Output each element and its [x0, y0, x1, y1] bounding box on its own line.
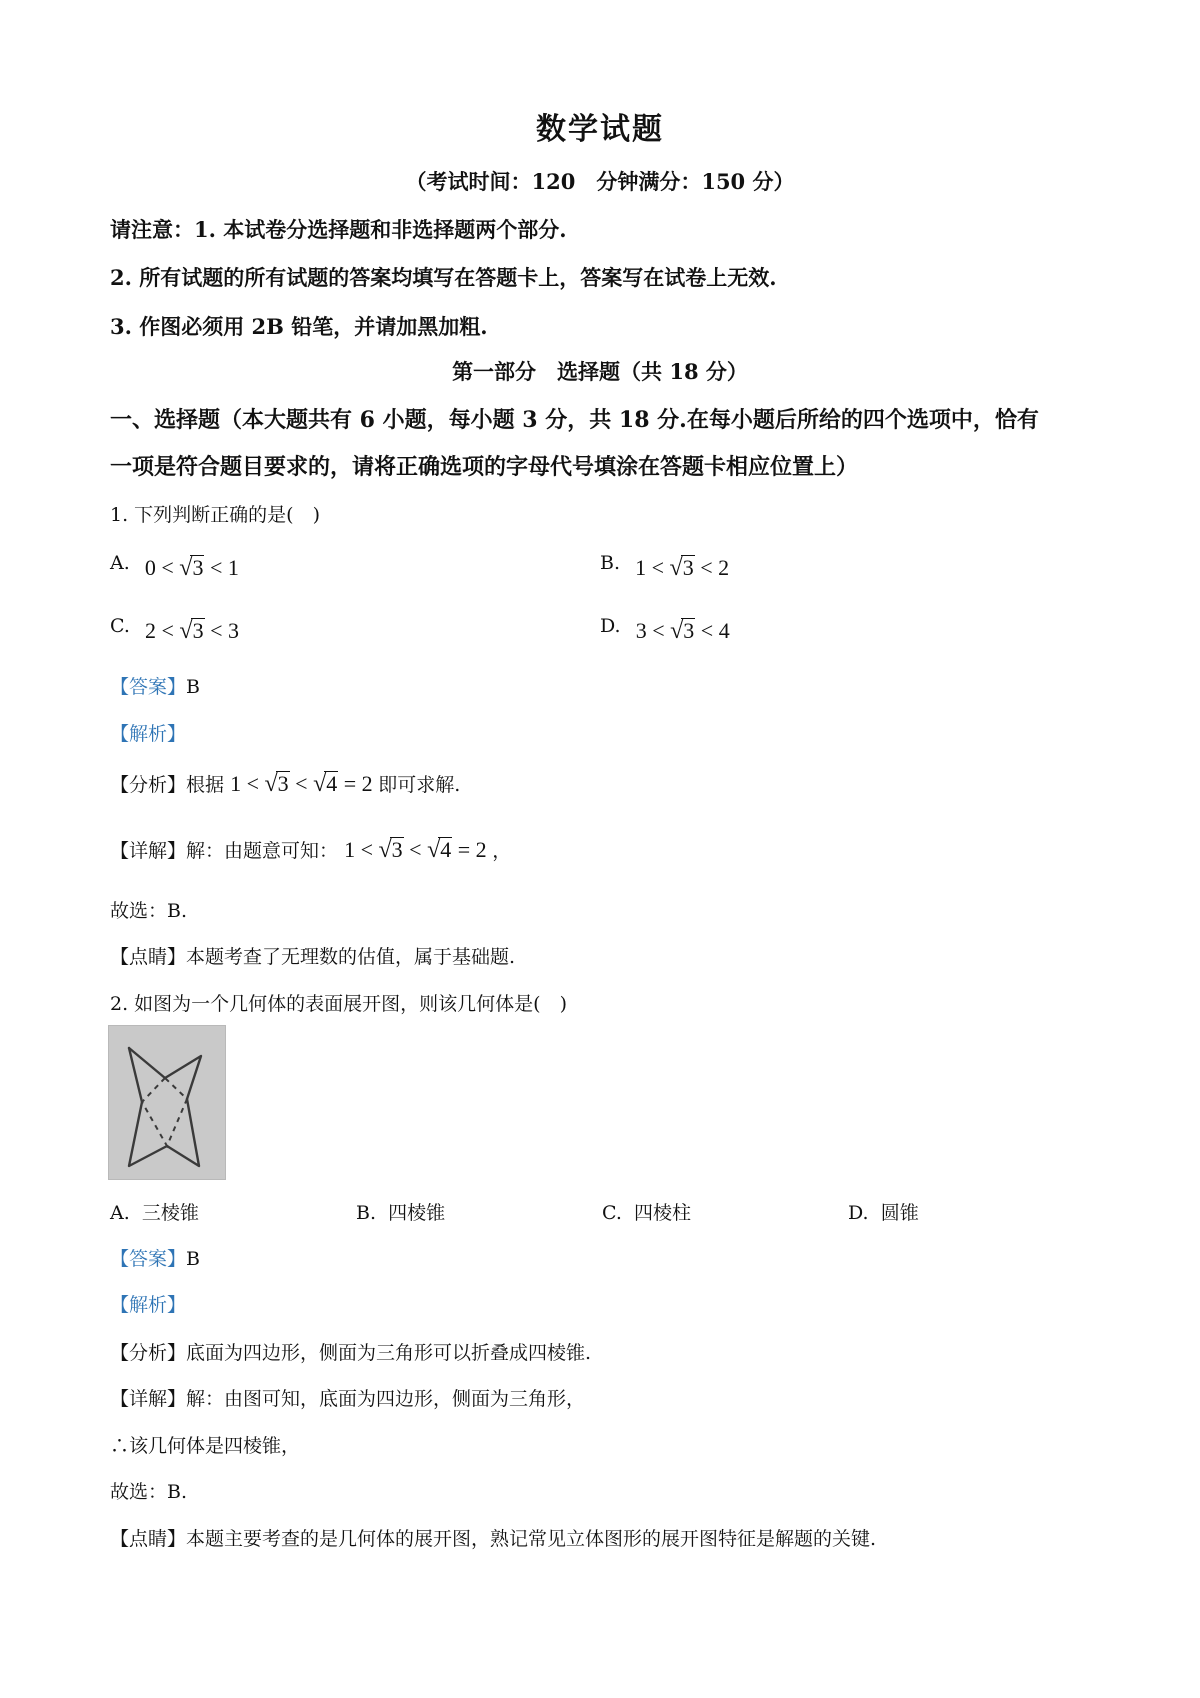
math-left: 1 <: [635, 555, 665, 580]
q2-answer: [110, 1244, 200, 1271]
dianjing-text: 本题考查了无理数的估值，属于基础题.: [186, 946, 516, 968]
q1-option-c: [110, 615, 239, 645]
radicand: 3: [192, 618, 204, 643]
q2-stem: 2. 如图为一个几何体的表面展开图，则该几何体是( ): [110, 993, 567, 1015]
math-right: < 2: [700, 555, 730, 580]
option-letter: C.: [602, 1202, 622, 1224]
radicand: 4: [326, 771, 338, 796]
dianjing-tag: 【点睛】: [110, 946, 187, 968]
pyramid-net-figure: [108, 1025, 226, 1180]
q2-choose: 故选：B.: [110, 1481, 188, 1503]
q1-fenxi: [110, 770, 460, 798]
math-left: 2 <: [145, 618, 174, 643]
math-left: 0 <: [144, 555, 174, 580]
math-expression: [636, 618, 730, 643]
option-letter: D.: [848, 1202, 869, 1224]
math-right: < 3: [210, 618, 240, 643]
q1-stem: 1. 下列判断正确的是( ): [110, 504, 320, 526]
fenxi-text: 底面为四边形，侧面为三角形可以折叠成四棱锥.: [186, 1342, 592, 1364]
answer-tag: 【答案】: [110, 1248, 187, 1270]
pyramid-net-diagram: [109, 1026, 225, 1179]
q2-option-a: [110, 1198, 199, 1225]
q2-option-b: [356, 1198, 445, 1225]
math-right: < 1: [209, 555, 239, 580]
radicand: 3: [683, 618, 695, 643]
option-text: 圆锥: [880, 1202, 919, 1224]
q2-xiangjie: [110, 1384, 585, 1411]
xiangjie-pre: 解：由题意可知：: [186, 840, 339, 862]
math-part: <: [409, 837, 422, 862]
option-letter: D.: [600, 615, 621, 637]
exam-info: （考试时间：120 分钟满分：150 分）: [405, 169, 795, 194]
fenxi-math: [230, 771, 378, 796]
q1-analysis-tag: 【解析】: [110, 723, 187, 745]
answer-value: B: [186, 1248, 200, 1270]
option-text: 四棱柱: [634, 1202, 692, 1224]
sqrt-icon: √: [427, 837, 441, 863]
answer-tag: 【答案】: [110, 676, 187, 698]
q1-dianjing: [110, 942, 515, 969]
radicand: 4: [440, 837, 452, 862]
sqrt-icon: √: [313, 771, 327, 797]
option-letter: B.: [600, 552, 621, 574]
math-left: 3 <: [635, 618, 665, 643]
q1-answer: [110, 672, 200, 699]
math-expression: [145, 618, 239, 643]
math-expression: [145, 555, 239, 580]
note-2: 2. 所有试题的所有试题的答案均填写在答题卡上，答案写在试卷上无效.: [110, 265, 777, 290]
q2-therefore: ∴该几何体是四棱锥，: [110, 1435, 301, 1457]
section-instruction-1: 一、选择题（本大题共有 6 小题，每小题 3 分，共 18 分.在每小题后所给的四个选项中，恰有: [110, 407, 1039, 433]
math-part: = 2: [457, 837, 487, 862]
option-letter: A.: [110, 552, 130, 574]
q2-option-d: [848, 1198, 919, 1225]
fenxi-pre: 根据: [186, 774, 225, 796]
sqrt-icon: √: [378, 837, 392, 863]
radicand: 3: [277, 771, 289, 796]
dianjing-tag: 【点睛】: [110, 1528, 187, 1550]
q2-dianjing: [110, 1524, 876, 1551]
xiangjie-math: [344, 837, 492, 862]
q1-xiangjie: [110, 836, 511, 864]
option-letter: C.: [110, 615, 130, 637]
q1-option-d: [600, 615, 730, 645]
fenxi-post: 即可求解.: [378, 774, 461, 796]
xiangjie-post: ，: [492, 840, 512, 862]
section-instruction-2: 一项是符合题目要求的，请将正确选项的字母代号填涂在答题卡相应位置上）: [110, 454, 859, 480]
sqrt-icon: √: [264, 771, 278, 797]
option-text: 四棱锥: [388, 1202, 446, 1224]
math-expression: [635, 555, 729, 580]
math-part: 1 <: [344, 837, 373, 862]
xiangjie-text: 解：由图可知，底面为四边形，侧面为三角形，: [186, 1388, 586, 1410]
math-part: 1 <: [230, 771, 259, 796]
xiangjie-tag: 【详解】: [110, 1388, 187, 1410]
radicand: 3: [682, 555, 694, 580]
radicand: 3: [391, 837, 403, 862]
section-heading: 第一部分 选择题（共 18 分）: [452, 359, 748, 384]
answer-value: B: [186, 676, 200, 698]
math-part: <: [295, 771, 308, 796]
sqrt-icon: √: [670, 618, 684, 644]
sqrt-icon: √: [669, 555, 683, 581]
q1-choose: 故选：B.: [110, 900, 188, 922]
fenxi-tag: 【分析】: [110, 1342, 187, 1364]
q2-option-c: [602, 1198, 691, 1225]
q1-option-a: [110, 552, 239, 582]
option-letter: A.: [110, 1202, 130, 1224]
math-part: = 2: [343, 771, 373, 796]
page-title: 数学试题: [536, 112, 664, 147]
math-right: < 4: [700, 618, 730, 643]
xiangjie-tag: 【详解】: [110, 840, 187, 862]
note-3: 3. 作图必须用 2B 铅笔，并请加黑加粗.: [110, 314, 488, 339]
option-text: 三棱锥: [141, 1202, 199, 1224]
q2-fenxi: [110, 1338, 591, 1365]
q2-analysis-tag: 【解析】: [110, 1294, 187, 1316]
option-letter: B.: [356, 1202, 377, 1224]
q1-option-b: [600, 552, 729, 582]
radicand: 3: [192, 555, 204, 580]
note-1: 请注意：1. 本试卷分选择题和非选择题两个部分.: [110, 217, 567, 242]
dianjing-text: 本题主要考查的是几何体的展开图，熟记常见立体图形的展开图特征是解题的关键.: [186, 1528, 877, 1550]
fenxi-tag: 【分析】: [110, 774, 187, 796]
sqrt-icon: √: [179, 618, 193, 644]
sqrt-icon: √: [179, 555, 193, 581]
